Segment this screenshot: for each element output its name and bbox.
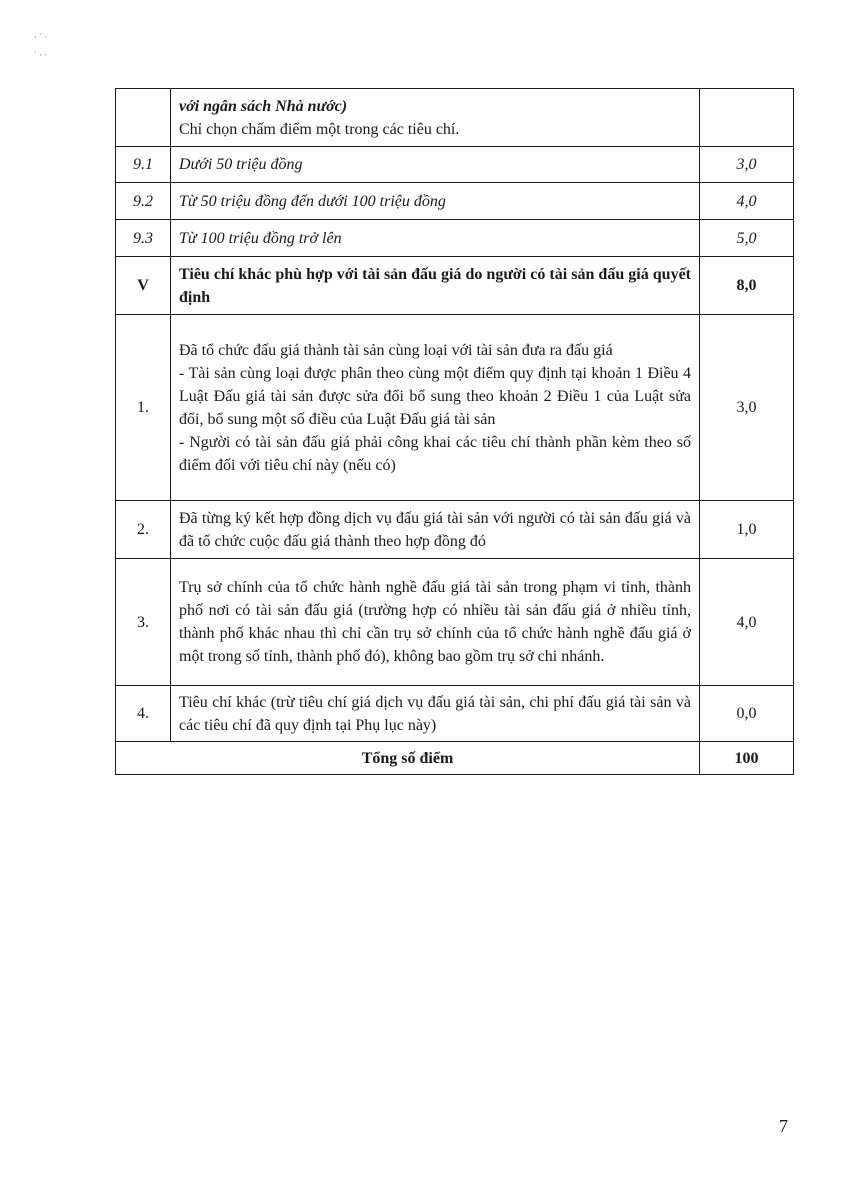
table-row	[116, 147, 794, 183]
table-total-row	[116, 742, 794, 775]
row-line: - Tài sản cùng loại được phân theo cùng một điểm quy định tại khoản 1 Điều 4 Luật Đấu giá tài sản được sửa đổi bổ sung theo khoản 2 Điều 1 của Luật sửa đổi, bổ sung một số điều của Luật Đấu giá tài sản	[179, 364, 691, 428]
row-note: Chỉ chọn chấm điểm một trong các tiêu chí.	[179, 120, 460, 138]
table-row	[116, 315, 794, 501]
table-row	[116, 183, 794, 220]
row-number: 3.	[116, 559, 171, 686]
row-points: 4,0	[700, 559, 794, 686]
page-number: 7	[779, 1116, 788, 1136]
total-label: Tổng số điểm	[116, 742, 700, 775]
row-description: Trụ sở chính của tổ chức hành nghề đấu giá tài sản trong phạm vi tỉnh, thành phố nơi có tài sản đấu giá (trường hợp có nhiều tài sản đấu giá ở nhiều tỉnh, thành phố khác nhau thì chỉ cần trụ sở chính của tổ chức hành nghề đấu giá ở một trong số tỉnh, thành phố đó), không bao gồm trụ sở chi nhánh.	[171, 559, 700, 686]
row-points: 1,0	[700, 501, 794, 559]
row-points: 3,0	[700, 147, 794, 183]
row-points: 0,0	[700, 686, 794, 742]
row-number: 2.	[116, 501, 171, 559]
row-number: 1.	[116, 315, 171, 501]
row-points: 5,0	[700, 220, 794, 257]
row-number: 9.2	[116, 183, 171, 220]
row-description: Tiêu chí khác (trừ tiêu chí giá dịch vụ đấu giá tài sản, chi phí đấu giá tài sản và các tiêu chí đã quy định tại Phụ lục này)	[171, 686, 700, 742]
row-description: Từ 100 triệu đồng trở lên	[171, 220, 700, 257]
row-number: V	[116, 257, 171, 315]
row-points	[700, 89, 794, 147]
table-row	[116, 501, 794, 559]
table-row	[116, 220, 794, 257]
row-points: 4,0	[700, 183, 794, 220]
row-number: 4.	[116, 686, 171, 742]
row-line: - Người có tài sản đấu giá phải công khai các tiêu chí thành phần kèm theo số điểm đối với tiêu chí này (nếu có)	[179, 433, 691, 474]
table-row	[116, 257, 794, 315]
table-row	[116, 89, 794, 147]
scan-speck: · ˙ ·	[34, 32, 48, 42]
row-description: Tiêu chí khác phù hợp với tài sản đấu giá do người có tài sản đấu giá quyết định	[171, 257, 700, 315]
row-number: 9.3	[116, 220, 171, 257]
row-description	[171, 89, 700, 147]
scoring-table	[115, 88, 794, 775]
table-row	[116, 686, 794, 742]
row-points: 3,0	[700, 315, 794, 501]
row-title: với ngân sách Nhà nước)	[179, 97, 348, 115]
table-row	[116, 559, 794, 686]
row-points: 8,0	[700, 257, 794, 315]
row-description	[171, 315, 700, 501]
row-description: Đã từng ký kết hợp đồng dịch vụ đấu giá tài sản với người có tài sản đấu giá và đã tổ chức cuộc đấu giá thành theo hợp đồng đó	[171, 501, 700, 559]
row-line: Đã tổ chức đấu giá thành tài sản cùng loại với tài sản đưa ra đấu giá	[179, 341, 613, 359]
row-number: 9.1	[116, 147, 171, 183]
scan-speck: ˙ · ᐧ	[34, 50, 47, 60]
total-points: 100	[700, 742, 794, 775]
row-number	[116, 89, 171, 147]
row-description: Từ 50 triệu đồng đến dưới 100 triệu đồng	[171, 183, 700, 220]
row-description: Dưới 50 triệu đồng	[171, 147, 700, 183]
